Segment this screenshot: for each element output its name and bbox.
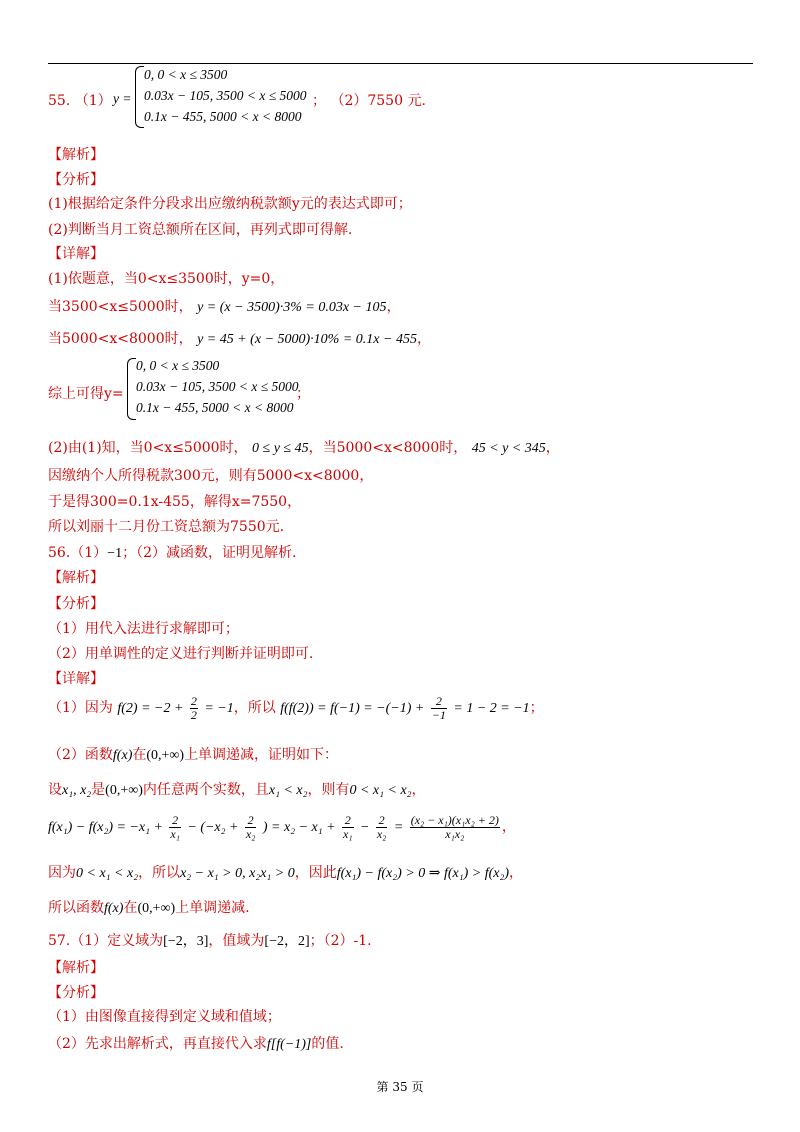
q56-detail-2-interval: (0,+∞) xyxy=(146,748,185,763)
q55-answer-line xyxy=(48,90,112,110)
q56-detail-6-in: 在 xyxy=(123,900,138,916)
q56-detail-3-is: 是 xyxy=(91,782,106,798)
q56-detail-2-in: 在 xyxy=(132,747,147,763)
q57-analysis-2-expr: f[f(−1)] xyxy=(266,1037,312,1052)
q56-detail-3-then: ，则有 xyxy=(307,782,350,798)
q57-rest: ；（2）-1. xyxy=(309,933,372,949)
q57-analysis-2-tail: 的值. xyxy=(311,1036,344,1052)
q56-detail-1-f2: f(2) = −2 + xyxy=(117,701,184,716)
frac-num: 2 xyxy=(342,814,354,828)
q55-piece-2: 0.03x − 105, 3500 < x ≤ 5000 xyxy=(144,88,307,103)
q57-analysis-2-text: （2）先求出解析式，再直接代入求 xyxy=(48,1036,267,1052)
q56-detail-3-cond: x₁ < x₂ xyxy=(268,783,308,798)
q56-detail-4-frac-5 xyxy=(410,814,500,841)
frac-num: (x₂ − x₁)(x₁x₂ + 2) xyxy=(410,812,499,827)
q55-summary-brace xyxy=(127,358,136,420)
page-number: 第 35 页 xyxy=(376,1080,424,1094)
q55-detail-2 xyxy=(48,296,401,316)
q56-fenxi-heading: 【分析】 xyxy=(48,596,104,612)
q56-detail-4-minus: − xyxy=(359,820,370,835)
q56-detail-4-part-3: ) = x₂ − x₁ + xyxy=(262,820,336,835)
q56-answer-rest: ；（2）减函数，证明见解析. xyxy=(122,545,297,561)
frac-num: 2 xyxy=(376,814,388,828)
q55-detail-3 xyxy=(48,328,431,348)
q56-detail-3-text: 设 xyxy=(48,782,62,798)
q56-detail-3-result: 0 < x₁ < x₂ xyxy=(349,783,412,798)
q56-detail-4-frac-2 xyxy=(245,814,257,841)
frac-den: 2 xyxy=(190,707,197,722)
q56-detail-5-text: 因为 xyxy=(48,865,76,881)
q55-summary-piece-1: 0, 0 < x ≤ 3500 xyxy=(136,358,220,373)
q55-analysis-1: (1)根据给定条件分段求出应缴纳税款额y元的表达式即可； xyxy=(48,196,412,212)
q56-detail-3 xyxy=(48,779,426,799)
q55-detail-1: (1)依题意，当0<x≤3500时，y=0， xyxy=(48,271,285,287)
q56-detail-2-fx: f(x) xyxy=(112,748,133,763)
q56-detail-5-ineqs: x₂ − x₁ > 0, x₂x₁ > 0 xyxy=(180,866,295,881)
q56-detail-1-text: （1）因为 xyxy=(48,700,113,716)
q55-detail-2-end: ， xyxy=(386,299,401,315)
q55-detail-3-text: 当5000<x<8000时， xyxy=(48,331,193,347)
q55-xiangjie-heading: 【详解】 xyxy=(48,246,104,262)
q55-analysis-2: (2)判断当月工资总额所在区间，再列式即可得解. xyxy=(48,222,353,238)
q56-detail-1-result: = −1 xyxy=(204,701,234,716)
frac-den: x₁ xyxy=(170,826,180,841)
q56-detail-5-end: ， xyxy=(509,865,523,881)
q56-detail-3-end: ， xyxy=(411,782,426,798)
q55-part1-label: （1） xyxy=(74,93,112,109)
q56-detail-4-frac-4 xyxy=(376,814,388,841)
q55-y-equals: y = xyxy=(113,91,132,106)
q56-detail-4 xyxy=(48,812,516,843)
frac-num: 2 xyxy=(245,814,257,828)
q56-detail-4-lhs: f(x₁) − f(x₂) = −x₁ + xyxy=(48,820,163,835)
q56-detail-5 xyxy=(48,862,523,882)
q56-detail-4-end: ， xyxy=(501,819,516,835)
q55-detail-5-text: (2)由(1)知，当0<x≤5000时， xyxy=(48,440,248,456)
q56-detail-5-cond: 0 < x₁ < x₂ xyxy=(76,866,139,881)
q55-summary-label: 综上可得y= xyxy=(48,386,124,402)
q55-summary-piece-3: 0.1x − 455, 5000 < x < 8000 xyxy=(136,400,294,415)
q55-detail-5-end: ， xyxy=(545,440,560,456)
frac-den: x₂ xyxy=(245,826,256,841)
q56-detail-1-frac xyxy=(190,695,198,722)
q56-analysis-1: （1）用代入法进行求解即可； xyxy=(48,621,239,637)
q57-head: 57.（1）定义域为 xyxy=(48,933,164,949)
q56-detail-4-frac-1 xyxy=(169,814,181,841)
frac-den: x₁x₂ xyxy=(445,826,465,841)
q57-range: [−2，2] xyxy=(264,934,310,949)
q55-piece-1: 0, 0 < x ≤ 3500 xyxy=(144,67,228,82)
q56-detail-3-interval: (0,+∞) xyxy=(105,783,143,798)
q55-jiexi-heading: 【解析】 xyxy=(48,147,104,163)
q55-brace xyxy=(135,66,144,128)
q55-detail-2-formula: y = (x − 3500)·3% = 0.03x − 105 xyxy=(197,300,387,315)
q55-part2-answer: （2）7550 元. xyxy=(330,93,426,109)
q57-domain: [−2，3] xyxy=(163,934,209,949)
q56-detail-5-so: ，所以 xyxy=(138,865,181,881)
q56-jiexi-heading: 【解析】 xyxy=(48,570,104,586)
q56-detail-4-equals: = xyxy=(393,820,404,835)
frac-den: x₂ xyxy=(376,826,387,841)
q56-detail-5-hence: ，因此 xyxy=(294,865,337,881)
q56-detail-6-text: 所以函数 xyxy=(48,900,104,916)
q56-detail-6-fx: f(x) xyxy=(104,901,124,916)
frac-num: 2 xyxy=(169,814,181,828)
q55-detail-6: 因缴纳个人所得税款300元，则有5000<x<8000， xyxy=(48,468,374,484)
q55-number: 55. xyxy=(48,93,71,109)
q55-detail-3-end: ， xyxy=(416,331,431,347)
q56-detail-2 xyxy=(48,744,338,764)
frac-den: −1 xyxy=(431,707,446,722)
q55-answer-tail xyxy=(312,90,426,110)
q56-detail-1-end: ； xyxy=(529,700,544,716)
q56-detail-1-result-2: = 1 − 2 = −1 xyxy=(453,701,530,716)
q57-analysis-2 xyxy=(48,1033,344,1053)
q57-fenxi-heading: 【分析】 xyxy=(48,985,104,1001)
q55-separator: ； xyxy=(312,93,326,109)
q56-detail-2-text: （2）函数 xyxy=(48,747,113,763)
q55-detail-5-ineq-2: 45 < y < 345 xyxy=(471,441,546,456)
q56-detail-1 xyxy=(48,693,544,724)
q56-detail-4-frac-3 xyxy=(342,814,354,841)
q55-detail-5-mid: ，当5000<x<8000时， xyxy=(308,440,468,456)
q55-detail-7: 于是得300=0.1x-455，解得x=7550， xyxy=(48,494,302,510)
q57-answer-line xyxy=(48,930,372,950)
q56-detail-3-vars: x₁, x₂ xyxy=(62,783,92,798)
q55-summary-end: ； xyxy=(296,386,310,402)
q56-detail-4-part-2: − (−x₂ + xyxy=(187,820,239,835)
q56-detail-6 xyxy=(48,897,250,917)
q56-detail-3-mid: 内任意两个实数，且 xyxy=(142,782,269,798)
q55-piece-3: 0.1x − 455, 5000 < x < 8000 xyxy=(144,109,302,124)
q56-detail-1-ff2: f(f(2)) = f(−1) = −(−1) + xyxy=(280,701,425,716)
q56-head: 56.（1） xyxy=(48,545,108,561)
frac-num: 2 xyxy=(431,695,447,709)
q56-answer-1: −1 xyxy=(107,546,123,561)
q55-detail-8: 所以刘丽十二月份工资总额为7550元. xyxy=(48,519,285,535)
q55-detail-2-text: 当3500<x≤5000时， xyxy=(48,299,193,315)
frac-den: x₁ xyxy=(343,826,353,841)
frac-num: 2 xyxy=(190,693,197,708)
q57-analysis-1: （1）由图像直接得到定义域和值域； xyxy=(48,1009,281,1025)
q56-detail-6-tail: 上单调递减. xyxy=(175,900,250,916)
q56-answer-line xyxy=(48,542,296,562)
q55-fenxi-heading: 【分析】 xyxy=(48,172,104,188)
q55-detail-3-formula: y = 45 + (x − 5000)·10% = 0.1x − 455 xyxy=(197,332,417,347)
q56-detail-1-so: ，所以 xyxy=(233,700,276,716)
q56-analysis-2: （2）用单调性的定义进行判断并证明即可. xyxy=(48,646,314,662)
q55-detail-5 xyxy=(48,437,560,457)
q56-detail-6-interval: (0,+∞) xyxy=(137,901,176,916)
q55-summary-piece-2: 0.03x − 105, 3500 < x ≤ 5000 xyxy=(136,379,299,394)
q56-detail-5-conclusion: f(x₁) − f(x₂) > 0 ⇒ f(x₁) > f(x₂) xyxy=(336,866,509,881)
q57-jiexi-heading: 【解析】 xyxy=(48,960,104,976)
q56-detail-2-tail: 上单调递减，证明如下： xyxy=(184,747,339,763)
q56-detail-1-frac-2 xyxy=(431,695,447,722)
q57-mid: ，值域为 xyxy=(208,933,265,949)
q56-xiangjie-heading: 【详解】 xyxy=(48,671,104,687)
q55-detail-5-ineq-1: 0 ≤ y ≤ 45 xyxy=(252,441,309,456)
